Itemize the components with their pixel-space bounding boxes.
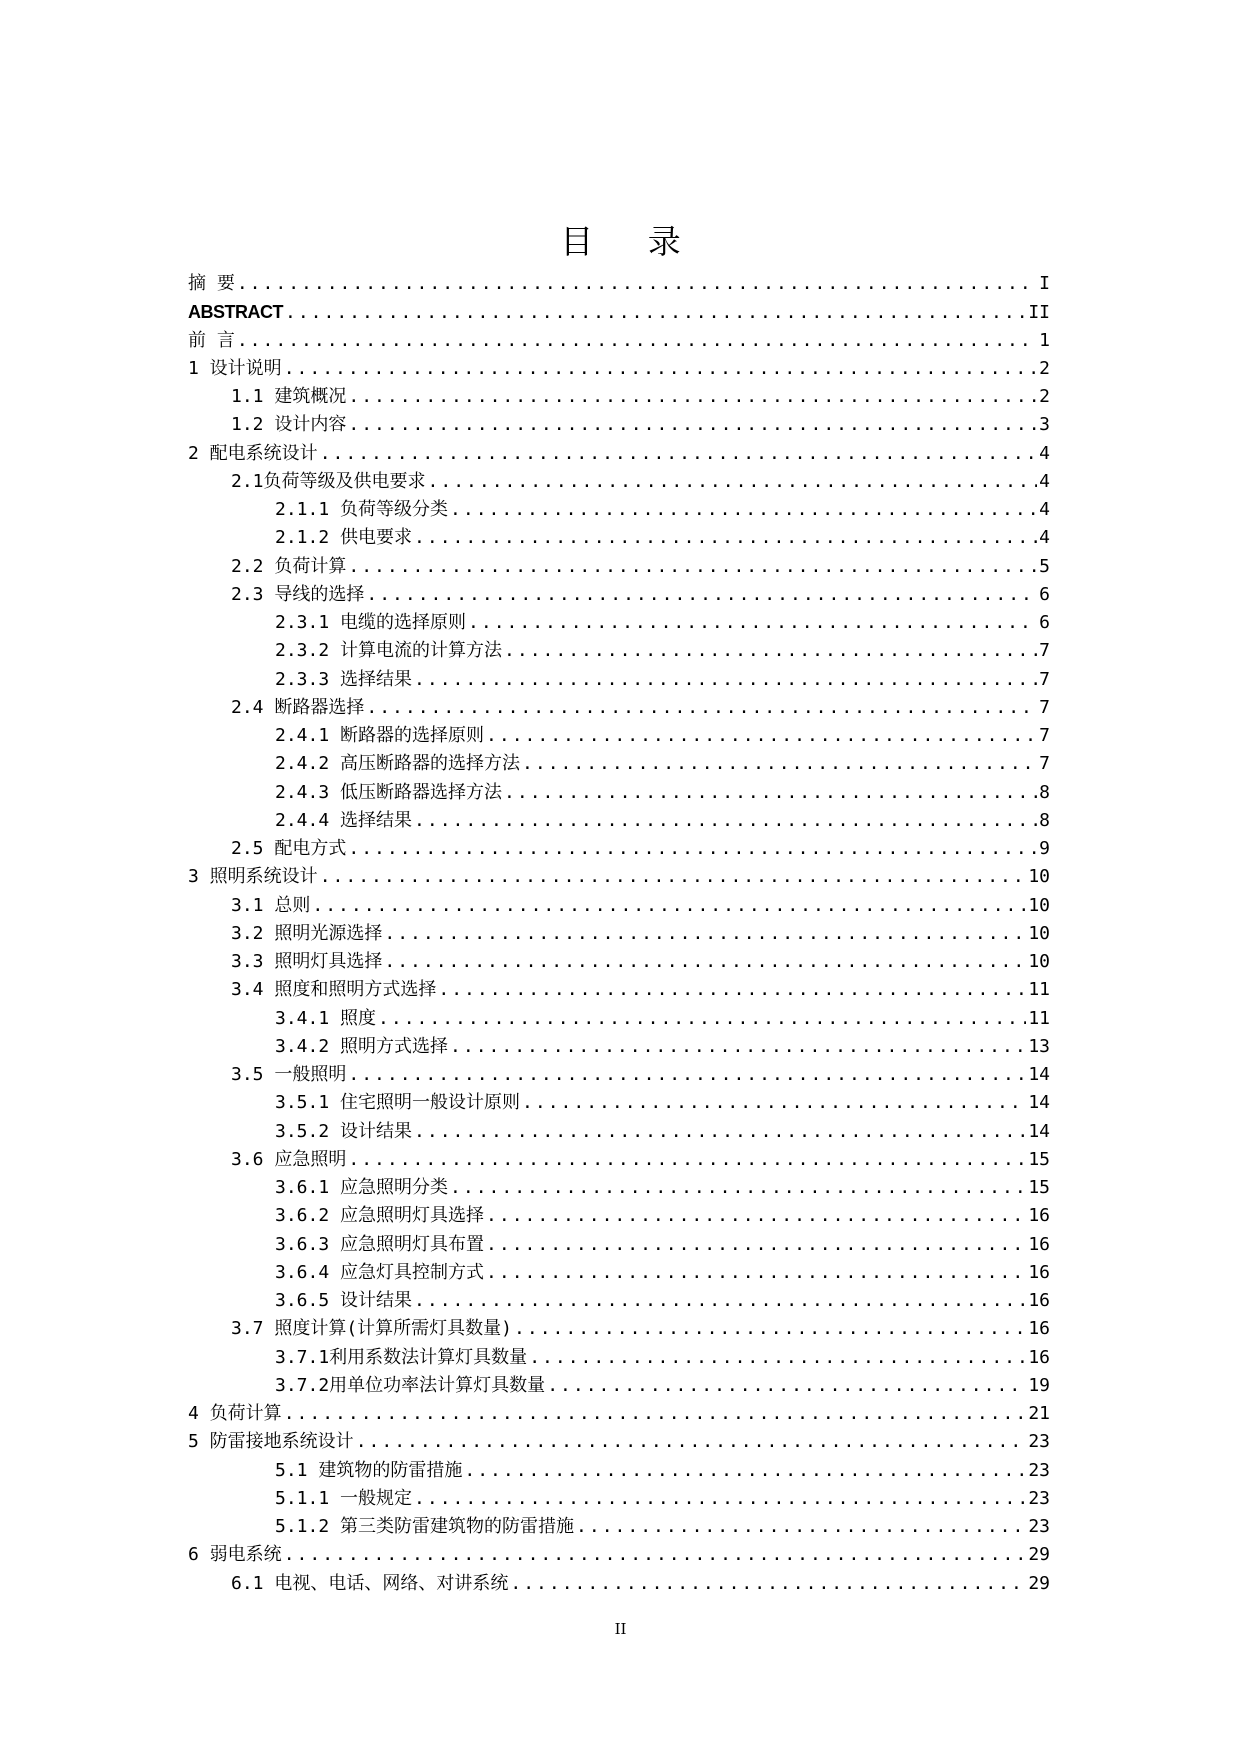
toc-entry-page: 5 <box>1039 555 1050 577</box>
toc-dot-leader <box>522 750 1037 778</box>
toc-entry[interactable] <box>188 496 1050 524</box>
toc-dot-leader <box>284 1400 1027 1428</box>
toc-entry-page: 10 <box>1028 894 1050 916</box>
toc-entry-page: 23 <box>1028 1431 1050 1453</box>
toc-entry[interactable] <box>188 863 1050 891</box>
toc-entry-page: 7 <box>1039 640 1050 662</box>
toc-entry[interactable] <box>188 1513 1050 1541</box>
toc-dot-leader <box>348 1146 1026 1174</box>
toc-entry-label: 2 配电系统设计 <box>188 442 318 464</box>
toc-entry-page: 23 <box>1028 1516 1050 1537</box>
toc-entry[interactable] <box>188 355 1050 383</box>
toc-entry-label: 5.1 建筑物的防雷措施 <box>275 1459 463 1481</box>
toc-dot-leader <box>486 722 1037 750</box>
toc-dot-leader <box>450 496 1037 524</box>
toc-dot-leader <box>522 1089 1026 1117</box>
toc-entry[interactable] <box>188 270 1050 298</box>
toc-dot-leader <box>464 1457 1026 1485</box>
toc-entry-page: 21 <box>1028 1403 1050 1424</box>
toc-dot-leader <box>414 1118 1026 1146</box>
toc-dot-leader <box>428 468 1038 496</box>
toc-entry-label: 3.5.1 住宅照明一般设计原则 <box>275 1092 521 1114</box>
toc-entry-page: 16 <box>1028 1290 1050 1311</box>
toc-entry[interactable] <box>188 666 1050 694</box>
toc-entry-page: 11 <box>1028 979 1050 1001</box>
toc-dot-leader <box>486 1202 1026 1230</box>
toc-entry[interactable] <box>188 779 1050 807</box>
toc-dot-leader <box>378 1005 1026 1033</box>
toc-entry-page: 29 <box>1028 1572 1050 1594</box>
toc-entry-page: II <box>1028 302 1050 324</box>
toc-entry-page: 4 <box>1039 470 1050 492</box>
toc-entry-page: 4 <box>1039 527 1050 549</box>
toc-entry-label: 3.4.2 照明方式选择 <box>275 1035 449 1057</box>
toc-dot-leader <box>486 1259 1026 1287</box>
toc-entry-label: 2.1.1 负荷等级分类 <box>275 499 449 520</box>
toc-entry[interactable] <box>188 1005 1050 1033</box>
toc-dot-leader <box>384 948 1026 976</box>
toc-entry-page: 2 <box>1039 386 1050 407</box>
toc-entry-label: 2.3.3 选择结果 <box>275 668 413 690</box>
toc-dot-leader <box>547 1372 1026 1400</box>
toc-entry[interactable] <box>188 1146 1050 1174</box>
toc-dot-leader <box>414 524 1037 552</box>
toc-entry-label: 2.3 导线的选择 <box>231 583 365 605</box>
toc-entry[interactable] <box>188 948 1050 976</box>
toc-entry[interactable] <box>188 1428 1050 1456</box>
toc-dot-leader <box>284 1541 1027 1569</box>
toc-entry-label: 3.4.1 照度 <box>275 1007 377 1029</box>
toc-entry-label: 5.1.2 第三类防雷建筑物的防雷措施 <box>275 1516 575 1537</box>
toc-entry-label: 3.6.5 设计结果 <box>275 1290 413 1311</box>
toc-dot-leader <box>237 327 1037 355</box>
toc-entry-label: 2.3.2 计算电流的计算方法 <box>275 640 503 662</box>
toc-entry-label: 2.1.2 供电要求 <box>275 527 413 549</box>
toc-entry[interactable] <box>188 694 1050 722</box>
toc-entry[interactable] <box>188 1541 1050 1569</box>
toc-entry-page: 2 <box>1039 357 1050 379</box>
toc-dot-leader <box>438 976 1026 1004</box>
toc-entry-page: 14 <box>1028 1064 1050 1085</box>
toc-dot-leader <box>504 779 1037 807</box>
toc-dot-leader <box>366 581 1037 609</box>
toc-entry-label: 4 负荷计算 <box>188 1403 282 1424</box>
toc-entry-page: 19 <box>1028 1374 1050 1396</box>
toc-entry[interactable] <box>188 976 1050 1004</box>
toc-entry[interactable] <box>188 1485 1050 1513</box>
toc-entry-page: 11 <box>1028 1007 1050 1029</box>
toc-entry[interactable] <box>188 892 1050 920</box>
toc-entry[interactable] <box>188 722 1050 750</box>
toc-entry-page: 8 <box>1039 809 1050 831</box>
toc-dot-leader <box>510 1570 1026 1598</box>
toc-dot-leader <box>414 1485 1026 1513</box>
toc-entry-page: 8 <box>1039 781 1050 803</box>
toc-entry[interactable] <box>188 524 1050 552</box>
toc-entry-label: 3.1 总则 <box>231 894 311 916</box>
toc-dot-leader <box>529 1344 1026 1372</box>
toc-dot-leader <box>366 694 1037 722</box>
toc-entry[interactable] <box>188 1344 1050 1372</box>
toc-entry-label: 2.4.4 选择结果 <box>275 809 413 831</box>
toc-entry[interactable] <box>188 1287 1050 1315</box>
page-number-footer: II <box>614 1620 627 1638</box>
toc-entry-label: 3.5 一般照明 <box>231 1064 347 1085</box>
toc-entry-page: 29 <box>1028 1544 1050 1566</box>
toc-entry-page: 10 <box>1028 866 1050 888</box>
toc-entry-label: 6 弱电系统 <box>188 1544 282 1566</box>
toc-dot-leader <box>348 1061 1026 1089</box>
toc-entry-page: 10 <box>1028 951 1050 972</box>
toc-entry-page: 14 <box>1028 1120 1050 1142</box>
toc-dot-leader <box>414 1287 1026 1315</box>
toc-entry-page: 23 <box>1028 1487 1050 1509</box>
toc-entry[interactable] <box>188 383 1050 411</box>
toc-entry-label: 2.4 断路器选择 <box>231 696 365 718</box>
toc-entry-page: 16 <box>1028 1261 1050 1283</box>
toc-dot-leader <box>504 637 1037 665</box>
toc-entry-page: 1 <box>1039 329 1050 351</box>
toc-dot-leader <box>414 666 1037 694</box>
toc-entry-label: 3 照明系统设计 <box>188 866 318 888</box>
toc-entry-page: 16 <box>1028 1205 1050 1227</box>
toc-entry-label: 2.5 配电方式 <box>231 838 347 859</box>
toc-entry-label: 3.4 照度和照明方式选择 <box>231 979 437 1001</box>
toc-entry[interactable] <box>188 581 1050 609</box>
toc-dot-leader <box>450 1174 1026 1202</box>
toc-entry-label: 2.3.1 电缆的选择原则 <box>275 612 467 633</box>
toc-dot-leader <box>356 1428 1027 1456</box>
toc-entry[interactable] <box>188 835 1050 863</box>
toc-dot-leader <box>237 270 1037 298</box>
toc-entry-page: 14 <box>1028 1092 1050 1114</box>
toc-entry-page: 7 <box>1039 753 1050 775</box>
toc-entry-label: 1 设计说明 <box>188 357 282 379</box>
toc-dot-leader <box>320 863 1027 891</box>
toc-entry-label: 3.6 应急照明 <box>231 1148 347 1170</box>
toc-entry[interactable] <box>188 1089 1050 1117</box>
toc-entry[interactable] <box>188 1118 1050 1146</box>
toc-dot-leader <box>285 299 1026 326</box>
toc-entry-page: 7 <box>1039 668 1050 690</box>
toc-dot-leader <box>468 609 1037 637</box>
toc-entry-label: 3.7.2用单位功率法计算灯具数量 <box>275 1374 546 1396</box>
toc-entry[interactable] <box>188 807 1050 835</box>
toc-dot-leader <box>348 411 1037 439</box>
toc-entry-label: 3.6.1 应急照明分类 <box>275 1177 449 1198</box>
toc-dot-leader <box>284 355 1037 383</box>
toc-entry-label: 3.6.4 应急灯具控制方式 <box>275 1261 485 1283</box>
toc-entry-label: 2.1负荷等级及供电要求 <box>231 470 426 492</box>
toc-entry-label: 2.2 负荷计算 <box>231 555 347 577</box>
toc-entry-label: 1.2 设计内容 <box>231 414 347 436</box>
toc-entry[interactable] <box>188 1231 1050 1259</box>
toc-dot-leader <box>312 892 1026 920</box>
toc-entry-label: 6.1 电视、电话、网络、对讲系统 <box>231 1572 509 1594</box>
toc-entry-label: 3.2 照明光源选择 <box>231 922 383 944</box>
table-of-contents <box>188 270 1050 1598</box>
toc-entry[interactable] <box>188 1570 1050 1598</box>
toc-entry-label: 3.5.2 设计结果 <box>275 1120 413 1142</box>
toc-dot-leader <box>348 835 1037 863</box>
toc-entry[interactable] <box>188 1400 1050 1428</box>
toc-entry[interactable] <box>188 411 1050 439</box>
toc-dot-leader <box>450 1033 1026 1061</box>
toc-entry-label: 3.7 照度计算(计算所需灯具数量) <box>231 1318 513 1340</box>
toc-dot-leader <box>348 383 1037 411</box>
toc-entry-page: 16 <box>1028 1318 1050 1340</box>
toc-dot-leader <box>348 553 1037 581</box>
toc-entry[interactable] <box>188 1259 1050 1287</box>
toc-entry[interactable] <box>188 298 1050 326</box>
toc-entry-page: 7 <box>1039 725 1050 746</box>
toc-dot-leader <box>486 1231 1026 1259</box>
toc-entry[interactable] <box>188 468 1050 496</box>
toc-entry-page: 9 <box>1039 838 1050 859</box>
toc-entry-label: 3.7.1利用系数法计算灯具数量 <box>275 1346 528 1368</box>
toc-entry-label: 5.1.1 一般规定 <box>275 1487 413 1509</box>
toc-entry-label: 前 言 <box>188 329 235 351</box>
toc-entry-label: 2.4.1 断路器的选择原则 <box>275 725 485 746</box>
toc-entry-page: I <box>1039 273 1050 294</box>
toc-entry-page: 13 <box>1028 1035 1050 1057</box>
toc-entry-label: 3.3 照明灯具选择 <box>231 951 383 972</box>
toc-entry-label: 摘 要 <box>188 273 235 294</box>
toc-entry[interactable] <box>188 553 1050 581</box>
toc-entry[interactable] <box>188 1033 1050 1061</box>
toc-dot-leader <box>414 807 1037 835</box>
toc-dot-leader <box>514 1315 1026 1343</box>
toc-entry-page: 16 <box>1028 1346 1050 1368</box>
toc-entry[interactable] <box>188 609 1050 637</box>
toc-entry-page: 3 <box>1039 414 1050 436</box>
toc-entry-label: 1.1 建筑概况 <box>231 386 347 407</box>
toc-entry[interactable] <box>188 1061 1050 1089</box>
toc-entry[interactable] <box>188 1457 1050 1485</box>
toc-entry-page: 6 <box>1039 583 1050 605</box>
toc-entry-page: 7 <box>1039 696 1050 718</box>
toc-entry-label: 5 防雷接地系统设计 <box>188 1431 354 1453</box>
toc-entry[interactable] <box>188 327 1050 355</box>
toc-entry[interactable] <box>188 1202 1050 1230</box>
toc-entry-page: 10 <box>1028 922 1050 944</box>
toc-entry[interactable] <box>188 1315 1050 1343</box>
toc-entry-label: 3.6.2 应急照明灯具选择 <box>275 1205 485 1227</box>
toc-entry-label: 2.4.2 高压断路器的选择方法 <box>275 753 521 775</box>
toc-dot-leader <box>384 920 1026 948</box>
toc-entry[interactable] <box>188 750 1050 778</box>
toc-entry-page: 4 <box>1039 442 1050 464</box>
toc-entry[interactable] <box>188 440 1050 468</box>
toc-entry[interactable] <box>188 920 1050 948</box>
toc-entry-page: 6 <box>1039 612 1050 633</box>
toc-entry-page: 15 <box>1028 1177 1050 1198</box>
toc-entry[interactable] <box>188 1174 1050 1202</box>
toc-entry-page: 4 <box>1039 499 1050 520</box>
toc-dot-leader <box>320 440 1037 468</box>
toc-entry-page: 23 <box>1028 1459 1050 1481</box>
toc-entry-page: 15 <box>1028 1148 1050 1170</box>
page-title: 目 录 <box>560 222 703 261</box>
toc-entry-page: 16 <box>1028 1233 1050 1255</box>
toc-dot-leader <box>576 1513 1026 1541</box>
toc-entry[interactable] <box>188 637 1050 665</box>
toc-entry-label: 3.6.3 应急照明灯具布置 <box>275 1233 485 1255</box>
toc-entry-label: 2.4.3 低压断路器选择方法 <box>275 781 503 803</box>
toc-entry-label: ABSTRACT <box>188 302 283 323</box>
toc-entry[interactable] <box>188 1372 1050 1400</box>
